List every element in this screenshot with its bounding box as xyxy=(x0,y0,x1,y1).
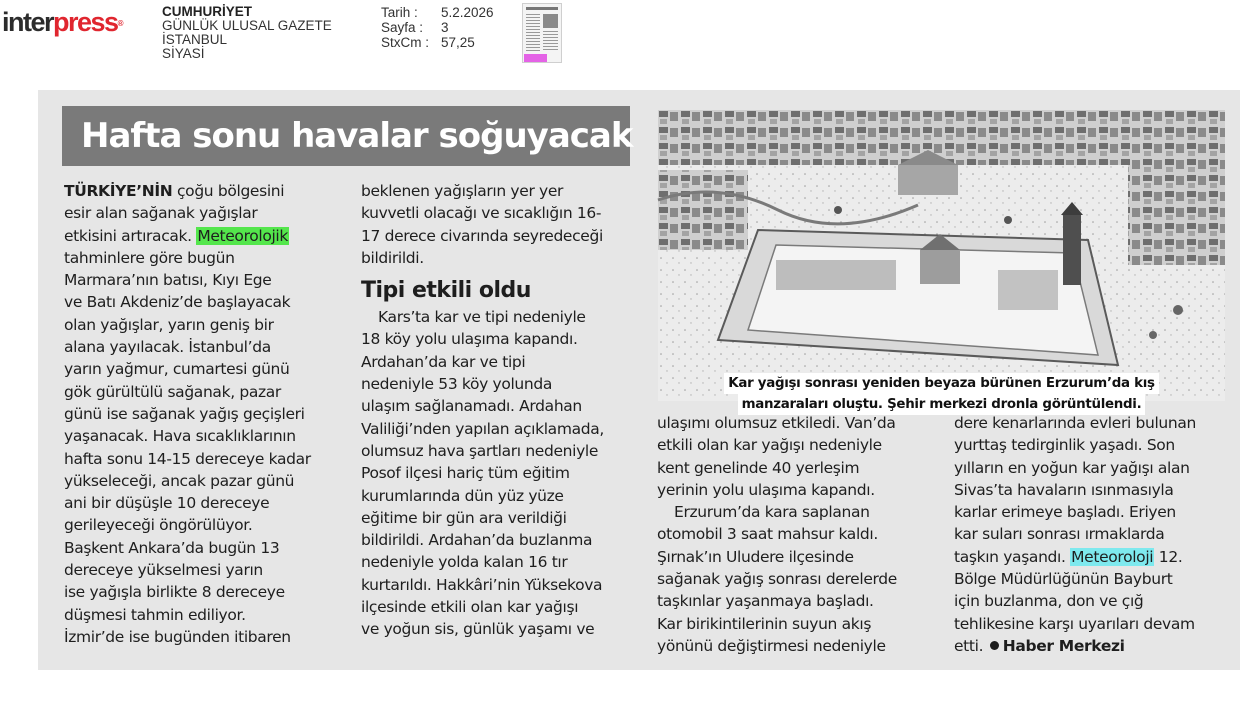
publication-name: CUMHURİYET xyxy=(162,4,252,19)
publication-city: İSTANBUL xyxy=(162,32,228,47)
highlight-keyword: Meteoroloji xyxy=(1071,547,1154,566)
text-line: otomobil 3 saat mahsur kaldı. xyxy=(657,525,878,544)
text-line xyxy=(954,546,1234,568)
article-signature: Haber Merkezi xyxy=(1002,636,1125,655)
interpress-logo xyxy=(2,6,123,38)
meta-size-row xyxy=(381,35,494,50)
publication-section: SİYASİ xyxy=(162,46,205,61)
photo-caption-line-1: Kar yağışı sonrası yeniden beyaza bürünen Erzurum’da kış xyxy=(724,373,1158,394)
meta-page-value: 3 xyxy=(441,20,449,35)
text-line: Başkent Ankara’da bugün 13 xyxy=(64,538,280,557)
text-fragment: etti. xyxy=(954,636,984,655)
meta-date-label: Tarih : xyxy=(381,5,418,20)
text-line: sağanak yağış sonrası derelerde xyxy=(657,570,897,589)
text-line: 18 köy yolu ulaşıma kapandı. xyxy=(361,330,578,349)
meta-page-label: Sayfa : xyxy=(381,20,424,35)
text-line: Sivas’ta havaların ısınmasıyla xyxy=(954,480,1174,499)
text-line: Şırnak’ın Uludere ilçesinde xyxy=(657,547,854,566)
text-line: olan yağışlar, yarın geniş bir xyxy=(64,315,274,334)
text-line: olumsuz hava şartları nedeniyle xyxy=(361,441,599,460)
bullet-dot-icon xyxy=(990,641,999,650)
text-line: bildirildi. xyxy=(361,248,424,267)
text-line: gerileyeceği öngörülüyor. xyxy=(64,516,253,535)
text-line: alana yayılacak. İstanbul’da xyxy=(64,338,271,357)
text-line: Kars’ta kar ve tipi nedeniyle xyxy=(378,308,586,327)
erzurum-aerial-image xyxy=(658,110,1225,401)
text-line: yükseleceği, ancak pazar günü xyxy=(64,471,295,490)
text-line: gök gürültülü sağanak, pazar xyxy=(64,382,281,401)
thumbnail-text-block xyxy=(526,14,540,52)
thumbnail-text-block-2 xyxy=(543,31,558,52)
text-line: dere kenarlarında evleri bulunan xyxy=(954,414,1196,432)
photo-caption xyxy=(658,373,1225,415)
text-line: ulaşım sağlanamadı. Ardahan xyxy=(361,397,582,416)
text-line: etkili olan kar yağışı nedeniyle xyxy=(657,436,882,455)
text-line xyxy=(64,225,332,247)
text-fragment: etkisini artıracak. xyxy=(64,226,197,245)
text-line: tehlikesine karşı uyarıları devam xyxy=(954,614,1195,633)
photo-caption-line-2: manzaraları oluştu. Şehir merkezi dronla görüntülendi. xyxy=(738,394,1146,415)
meta-date-value: 5.2.2026 xyxy=(441,5,494,20)
text-line: kuvvetli olacağı ve sıcaklığın 16- xyxy=(361,204,602,223)
logo-text-press: press xyxy=(53,7,118,37)
article-headline: Hafta sonu havalar soğuyacak xyxy=(62,106,630,166)
text-line: kurumlarında dün yüz yüze xyxy=(361,486,564,505)
text-line: ve yoğun sis, günlük yaşamı ve xyxy=(361,620,595,639)
meta-date-row xyxy=(381,5,494,20)
text-line: Posof ilçesi hariç tüm eğitim xyxy=(361,464,570,483)
article-column-4 xyxy=(954,412,1234,657)
text-line: taşkınlar yaşanmaya başladı. xyxy=(657,592,874,611)
text-line: karlar erimeye başladı. Eriyen xyxy=(954,503,1176,522)
page-thumbnail[interactable] xyxy=(522,3,562,63)
text-line: için buzlanma, don ve çığ xyxy=(954,592,1144,611)
thumbnail-masthead xyxy=(526,7,558,10)
text-line: ilçesinde etkili olan kar yağışı xyxy=(361,598,579,617)
text-line: günü ise sağanak yağış geçişleri xyxy=(64,404,305,423)
text-line: yurttaş tedirginlik yaşadı. Son xyxy=(954,436,1175,455)
text-line: Bölge Müdürlüğünün Bayburt xyxy=(954,570,1173,589)
logo-registered-mark: ® xyxy=(117,19,124,28)
publication-info xyxy=(162,5,332,61)
article-photo xyxy=(658,110,1225,412)
meta-size-label: StxCm : xyxy=(381,35,430,50)
text-line: Kar birikintilerinin suyun akış xyxy=(657,614,872,633)
text-line: nedeniyle yolda kalan 16 tır xyxy=(361,553,568,572)
article-column-2 xyxy=(361,180,631,641)
text-line: ulaşımı olumsuz etkiledi. Van’da xyxy=(657,414,896,432)
article-panel xyxy=(38,90,1240,670)
text-line: ise yağışla birlikte 8 dereceye xyxy=(64,583,285,602)
text-line: İzmir’de ise bugünden itibaren xyxy=(64,627,291,646)
text-line: yılların en yoğun kar yağışı alan xyxy=(954,458,1190,477)
text-line: Erzurum’da kara saplanan xyxy=(674,503,870,522)
text-line: kar suları sonrası ırmaklarda xyxy=(954,525,1165,544)
text-line: tahminlere göre bugün xyxy=(64,248,235,267)
text-line: kent genelinde 40 yerleşim xyxy=(657,458,860,477)
thumbnail-clip-marker xyxy=(524,54,547,62)
lead-rest: çoğu bölgesini xyxy=(172,182,285,200)
text-line: kurtarıldı. Hakkâri’nin Yüksekova xyxy=(361,575,603,594)
article-subheading: Tipi etkili oldu xyxy=(361,278,531,304)
text-line: nedeniyle 53 köy yolunda xyxy=(361,375,553,394)
text-line: yönünü değiştirmesi nedeniyle xyxy=(657,636,886,655)
lead-word: TÜRKİYE’NİN xyxy=(64,182,173,200)
article-column-1 xyxy=(64,180,332,648)
text-line: Marmara’nın batısı, Kıyı Ege xyxy=(64,271,272,290)
text-line: dereceye yükselmesi yarın xyxy=(64,561,263,580)
publication-type: GÜNLÜK ULUSAL GAZETE xyxy=(162,18,332,33)
meta-page-row xyxy=(381,20,494,35)
text-line: Valiliği’nden yapılan açıklamada, xyxy=(361,419,604,438)
text-line: ve Batı Akdeniz’de başlayacak xyxy=(64,293,291,312)
text-line: yerinin yolu ulaşıma kapandı. xyxy=(657,480,875,499)
text-line: 17 derece civarında seyredeceği xyxy=(361,226,603,245)
text-line: ani bir düşüşle 10 dereceye xyxy=(64,494,270,513)
text-line xyxy=(954,635,1234,657)
text-line: hafta sonu 14-15 dereceye kadar xyxy=(64,449,311,468)
text-line: bildirildi. Ardahan’da buzlanma xyxy=(361,531,593,550)
text-line: düşmesi tahmin ediliyor. xyxy=(64,605,246,624)
text-line: beklenen yağışların yer yer xyxy=(361,182,564,200)
thumbnail-image-block xyxy=(543,14,558,28)
text-line: eğitime bir gün ara verildiği xyxy=(361,508,567,527)
article-column-3 xyxy=(657,412,935,657)
meta-size-value: 57,25 xyxy=(441,35,475,50)
clipping-meta xyxy=(381,5,494,50)
text-line: Ardahan’da kar ve tipi xyxy=(361,352,526,371)
logo-text-inter: inter xyxy=(2,7,54,37)
text-line: yaşanacak. Hava sıcaklıklarının xyxy=(64,427,296,446)
text-fragment: 12. xyxy=(1154,547,1183,566)
highlight-keyword: Meteorolojik xyxy=(197,226,289,245)
text-line xyxy=(64,180,332,202)
text-line: esir alan sağanak yağışlar xyxy=(64,204,258,223)
text-line: yarın yağmur, cumartesi günü xyxy=(64,360,290,379)
text-fragment: taşkın yaşandı. xyxy=(954,547,1071,566)
